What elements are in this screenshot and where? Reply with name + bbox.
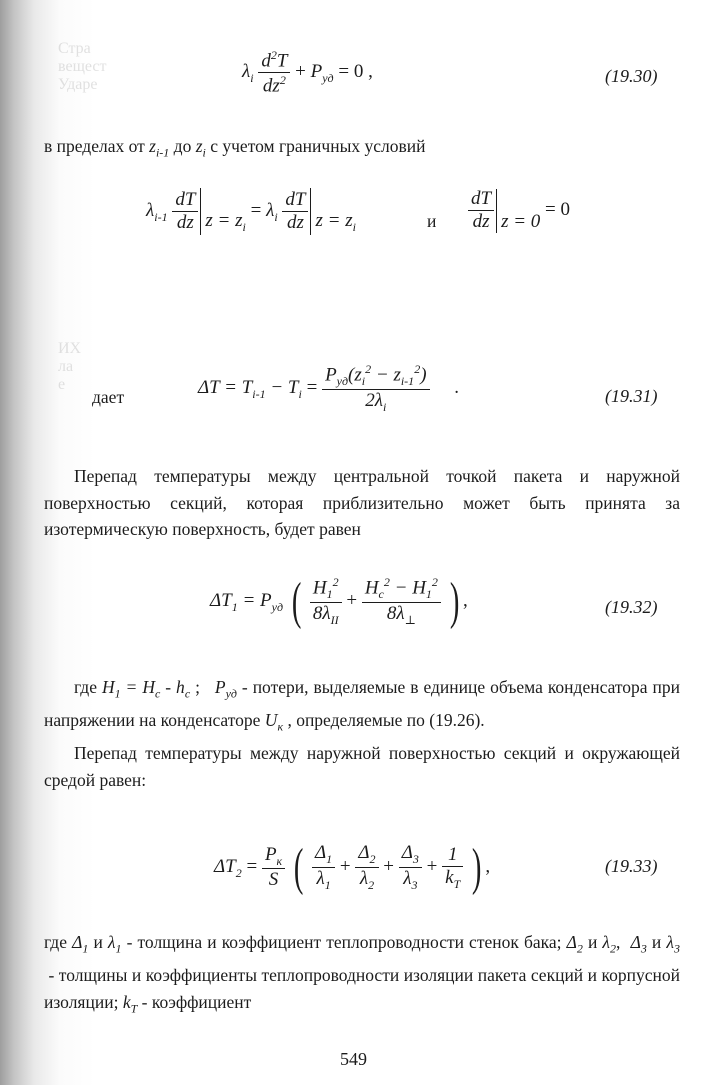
equation-number: (19.33) [605,856,658,876]
paragraph-definitions-1: где $H_1 = H_c - h_c$ ; $P_{уд}$ - потери, выделяемые в единице объема конденсатора при напряжении на конденсаторе $U_к$ , определяемые по (19.26). Перепад температуры между наружной поверхностью секций и окружающей средой равен: [44,677,681,790]
equation-number: (19.31) [605,386,658,406]
gives-text: дает [92,387,125,407]
paragraph-temperature-drop-1: Перепад температуры между центральной точкой пакета и наружной поверхностью секций, которая приблизительно может быть принята за изотермическую поверхность, будет равен [44,466,680,539]
equation-19-32: $\Delta T_1 = P_{уд}$ ( $\frac{H_1^2}{8\lambda_{II}}$ + $\frac{H_c^2 - H_1^2}{8\lambda_\perp}$ ) , [210,573,468,630]
equation-19-31: $\Delta T = T_{i-1} - T_i$ = $\frac{P_{уд}(z_i^2 - z_{i-1}^2)}{2\lambda_i}$ . [198,362,460,414]
limits-text: в пределах от $z_{i-1}$ до $z_i$ с учетом граничных условий [44,136,426,160]
boundary-condition-zero: $\frac{dT}{dz}$ z = 0 = 0 [468,188,570,233]
equation-number: (19.30) [605,66,658,86]
conjunction-and: и [427,211,437,231]
equation-number: (19.32) [605,597,658,617]
paragraph-definitions-2: где $\Delta_1$ и $\lambda_1$ - толщина и коэффициент теплопроводности стенок бака; $\Delta_2$ и $\lambda_2$, $\Delta_3$ и $\lambda_3$ - толщины и коэффициенты теплопроводности изоляции пакета секций и корпусной изоляции; $k_T$ - коэффициент [44,932,680,1015]
boundary-conditions: $\lambda_{i-1}$ $\frac{dT}{dz}$ $z = z_i = \lambda_i$ $\frac{dT}{dz}$ $z = z_i$ [146,188,356,234]
page-number: 549 [340,1049,367,1069]
bleed-through: ИХ ла е [58,340,82,393]
equation-19-30: $\lambda_i$ $\frac{d^2T}{dz^2}$ + $P_{уд} = 0$ , [242,48,373,97]
bleed-through: Стра вещест Ударе [58,40,107,93]
equation-19-33: $\Delta T_2$ = $\frac{P_к}{S}$ ( $\frac{\Delta_1}{\lambda_1}$ + $\frac{\Delta_2}{\lambda_2}$ + $\frac{\Delta_3}{\lambda_3}$ + $\frac{1}{k_T}$ ) , [214,839,491,896]
